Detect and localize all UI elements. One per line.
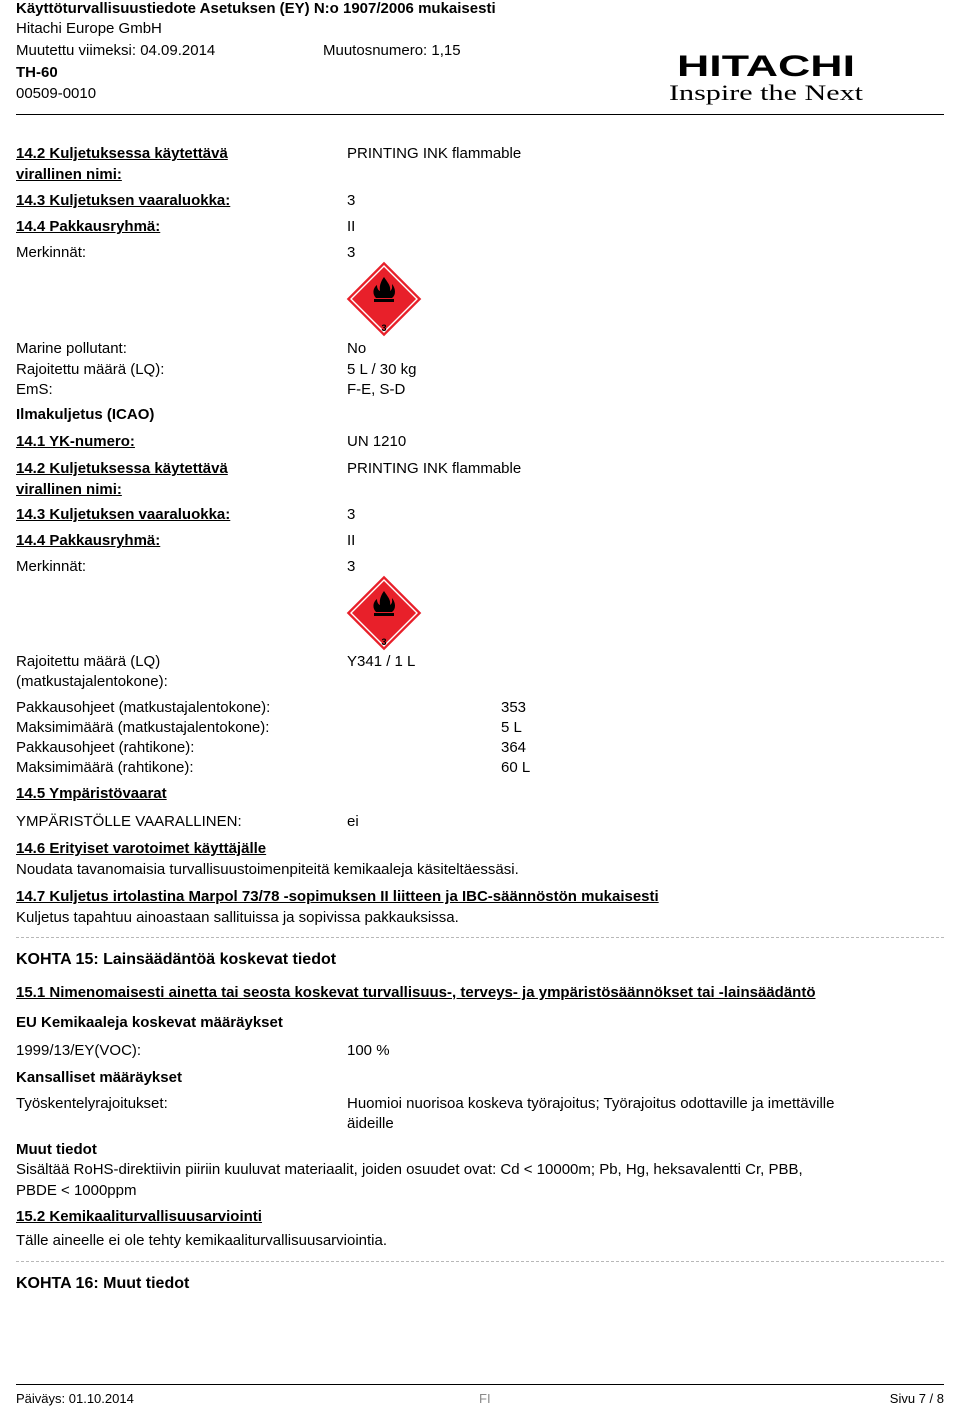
sea-lq-value: 5 L / 30 kg <box>347 361 417 378</box>
hazard-class-number: 3 <box>381 637 387 647</box>
footer-date: Päiväys: 01.10.2014 <box>16 1391 134 1406</box>
section15-sub2-text: Tälle aineelle ei ole tehty kemikaaliturvallisuusarviointia. <box>16 1232 388 1249</box>
sea-class-value: 3 <box>347 192 356 209</box>
logo-name: HITACHI <box>677 50 855 83</box>
flammable-hazard-icon <box>344 573 424 653</box>
footer-page: Sivu 7 / 8 <box>889 1391 944 1406</box>
air-row-label: Pakkausohjeet (rahtikone): <box>16 739 195 756</box>
air-shipping-name-value: PRINTING INK flammable <box>347 460 522 477</box>
header-rule <box>16 114 944 115</box>
air-lq-label-1: Rajoitettu määrä (LQ) <box>16 653 161 670</box>
work-label: Työskentelyrajoitukset: <box>16 1095 168 1112</box>
work-value-1: Huomioi nuorisoa koskeva työrajoitus; Työrajoitus odottaville ja imettäville <box>347 1095 835 1112</box>
air-row-value: 60 L <box>501 759 531 776</box>
other-text-1: Sisältää RoHS-direktiivin piiriin kuuluvat materiaalit, joiden osuudet ovat: Cd < 10000m; Pb, Hg, heksavalentti Cr, PBB, <box>16 1161 803 1178</box>
sea-shipping-name-label-2: virallinen nimi: <box>16 166 122 183</box>
section15-sub2: 15.2 Kemikaaliturvallisuusarviointi <box>16 1208 262 1225</box>
air-labels-value: 3 <box>347 558 356 575</box>
air-row-value: 364 <box>501 739 527 756</box>
air-packing-group-value: II <box>347 532 356 549</box>
document-title: Käyttöturvallisuustiedote Asetuksen (EY) N:o 1907/2006 mukaisesti <box>16 0 496 17</box>
other-heading: Muut tiedot <box>16 1141 97 1158</box>
national-heading: Kansalliset määräykset <box>16 1069 182 1086</box>
marine-pollutant-value: No <box>347 340 367 357</box>
air-heading: Ilmakuljetus (ICAO) <box>16 406 155 423</box>
voc-label: 1999/13/EY(VOC): <box>16 1042 142 1059</box>
air-un-value: UN 1210 <box>347 433 407 450</box>
air-packing-group-label: 14.4 Pakkausryhmä: <box>16 532 161 549</box>
voc-value: 100 % <box>347 1042 390 1059</box>
sea-shipping-name-value: PRINTING INK flammable <box>347 145 522 162</box>
logo-tagline: Inspire the Next <box>669 80 863 105</box>
bulk-text: Kuljetus tapahtuu ainoastaan sallituissa ja sopivissa pakkauksissa. <box>16 909 459 926</box>
section15-heading: KOHTA 15: Lainsäädäntöä koskevat tiedot <box>16 951 337 968</box>
work-value-2: äideille <box>347 1115 394 1132</box>
air-row-label: Maksimimäärä (rahtikone): <box>16 759 194 776</box>
air-row-value: 5 L <box>501 719 522 736</box>
air-shipping-name-label-1: 14.2 Kuljetuksessa käytettävä <box>16 460 228 477</box>
sea-class-label: 14.3 Kuljetuksen vaaraluokka: <box>16 192 231 209</box>
sea-labels-value: 3 <box>347 244 356 261</box>
hazard-class-number: 3 <box>381 323 387 333</box>
footer-rule <box>16 1384 944 1385</box>
section-divider <box>16 937 944 938</box>
section15-sub1: 15.1 Nimenomaisesti ainetta tai seosta koskevat turvallisuus-, terveys- ja ympäristösäännökset tai -lainsäädäntö <box>16 984 816 1001</box>
sea-shipping-name-label-1: 14.2 Kuljetuksessa käytettävä <box>16 145 228 162</box>
sea-labels-label: Merkinnät: <box>16 244 87 261</box>
revision-number: Muutosnumero: 1,15 <box>323 42 461 59</box>
product-name: TH-60 <box>16 64 58 81</box>
air-shipping-name-label-2: virallinen nimi: <box>16 481 122 498</box>
env-value: ei <box>347 813 359 830</box>
section16-heading: KOHTA 16: Muut tiedot <box>16 1275 190 1292</box>
air-un-label: 14.1 YK-numero: <box>16 433 135 450</box>
other-text-2: PBDE < 1000ppm <box>16 1182 137 1199</box>
air-labels-label: Merkinnät: <box>16 558 87 575</box>
air-row-label: Pakkausohjeet (matkustajalentokone): <box>16 699 271 716</box>
sea-lq-label: Rajoitettu määrä (LQ): <box>16 361 165 378</box>
air-lq-value: Y341 / 1 L <box>347 653 416 670</box>
section-divider <box>16 1261 944 1262</box>
footer-language: FI <box>479 1391 491 1406</box>
ems-label: EmS: <box>16 381 53 398</box>
env-label: YMPÄRISTÖLLE VAARALLINEN: <box>16 813 242 830</box>
product-code: 00509-0010 <box>16 85 97 102</box>
air-class-value: 3 <box>347 506 356 523</box>
sea-packing-group-value: II <box>347 218 356 235</box>
eu-heading: EU Kemikaaleja koskevat määräykset <box>16 1014 283 1031</box>
air-lq-label-2: (matkustajalentokone): <box>16 673 168 690</box>
revised-date: Muutettu viimeksi: 04.09.2014 <box>16 42 216 59</box>
company-name: Hitachi Europe GmbH <box>16 20 162 37</box>
env-heading: 14.5 Ympäristövaarat <box>16 785 167 802</box>
hitachi-logo <box>666 50 866 106</box>
flammable-hazard-icon <box>344 259 424 339</box>
special-heading: 14.6 Erityiset varotoimet käyttäjälle <box>16 840 267 857</box>
marine-pollutant-label: Marine pollutant: <box>16 340 127 357</box>
sea-packing-group-label: 14.4 Pakkausryhmä: <box>16 218 161 235</box>
bulk-heading: 14.7 Kuljetus irtolastina Marpol 73/78 -sopimuksen II liitteen ja IBC-säännöstön mukaisesti <box>16 888 659 905</box>
air-row-label: Maksimimäärä (matkustajalentokone): <box>16 719 270 736</box>
ems-value: F-E, S-D <box>347 381 406 398</box>
air-row-value: 353 <box>501 699 527 716</box>
air-class-label: 14.3 Kuljetuksen vaaraluokka: <box>16 506 231 523</box>
special-text: Noudata tavanomaisia turvallisuustoimenpiteitä kemikaaleja käsiteltäessäsi. <box>16 861 519 878</box>
